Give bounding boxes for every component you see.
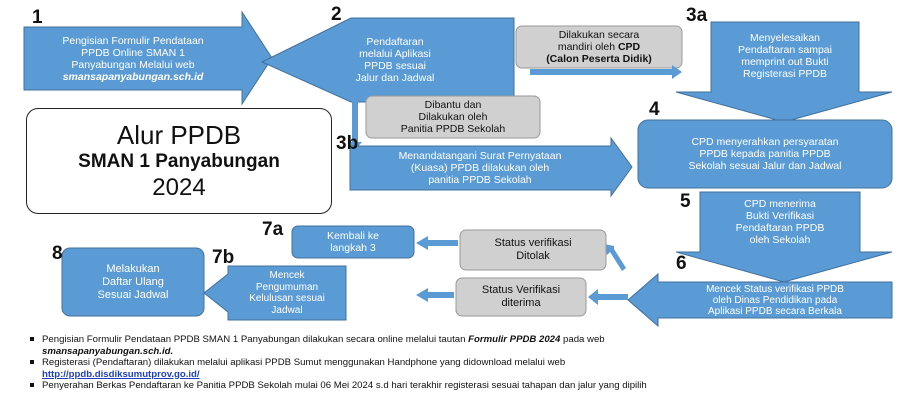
step-5-number: 5 [680,191,691,212]
step-7a-number: 7a [262,219,284,240]
bullet-icon [30,383,34,387]
ditolak-text: Status verifikasi Ditolak [494,237,572,262]
arrow-to-7a [416,236,458,250]
step-4-number: 4 [649,99,660,120]
mandiri-text: Dilakukan secara mandiri oleh CPD (Calon Peserta Didik) [546,29,652,65]
ppdb-sumut-link[interactable]: http://ppdb.disdiksumutprov.go.id/ [42,368,200,380]
step-7b-number: 7b [212,247,235,268]
title-line-3: 2024 [152,174,206,201]
dibantu-text: Dibantu dan Dilakukan oleh Panitia PPDB Sekolah [400,99,506,135]
step-8-text: Melakukan Daftar Ulang Sesuai Jadwal [97,262,169,301]
step-3a-text: Menyelesaikan Pendaftaran sampai memprint out Bukti Registerasi PPDB [738,32,832,80]
notes-list [28,334,888,392]
note-3: Penyerahan Berkas Pendaftaran ke Panitia PPDB Sekolah mulai 06 Mei 2024 s.d hari terakhir registerasi sesuai tahapan dan jalur yang dipilih [28,380,888,392]
step-2-number: 2 [331,4,342,25]
title-line-2: SMAN 1 Panyabungan [78,151,280,172]
step-3b-text: Menandatangani Surat Pernyataan (Kuasa) PPDB dilakukan oleh panitia PPDB Sekolah [398,150,562,186]
arrow-to-ditolak [604,244,626,271]
step-1-number: 1 [32,7,43,28]
bullet-icon [30,337,34,341]
step-3b-number: 3b [336,133,359,154]
bullet-icon [30,360,34,364]
step-4-text: CPD menyerahkan persyaratan PPDB kepada panitia PPDB Sekolah sesuai Jalur dan Jadwal [688,136,842,172]
note-1-website: smansapanyabungan.sch.id. [42,345,174,357]
step-7a-text: Kembali ke langkah 3 [327,230,379,254]
step-8-number: 8 [52,243,63,264]
arrow-to-7b [416,288,454,302]
note-2: Registerasi (Pendaftaran) dilakukan melalui aplikasi PPDB Sumut menggunakan Handphone yang didownload melalui web http://ppdb.disdiksumutprov.go.id/ [28,357,888,380]
diterima-text: Status Verifikasi diterima [481,284,561,309]
step-1-website: smansapanyabungan.sch.id [62,71,204,83]
note-1: Pengisian Formulir Pendataan PPDB SMAN 1 Panyabungan dilakukan secara online melalui tautan Formulir PPDB 2024 pada web smansapanyabungan.sch.id. [28,334,888,357]
step-7b-text: Mencek Pengumuman Kelulusan sesuai Jadwal [249,270,325,316]
arrow-to-diterima [588,289,628,305]
step-6-number: 6 [676,253,687,274]
title-box [26,108,332,214]
step-6-text: Mencek Status verifikasi PPDB oleh Dinas Pendidikan pada Aplikasi PPDB secara Berkala [706,283,844,317]
step-5-text: CPD menerima Bukti Verifikasi Pendaftaran PPDB oleh Sekolah [735,198,825,246]
step-1-text: Pengisian Formulir Pendataan PPDB Online SMAN 1 Panyabungan Melalui web smansapanyabungan.sch.id [62,35,204,83]
step-3a-number: 3a [686,5,708,26]
title-line-1: Alur PPDB [116,120,242,150]
step-2-text: Pendaftaran melalui Aplikasi PPDB sesuai Jalur dan Jadwal [355,36,435,84]
